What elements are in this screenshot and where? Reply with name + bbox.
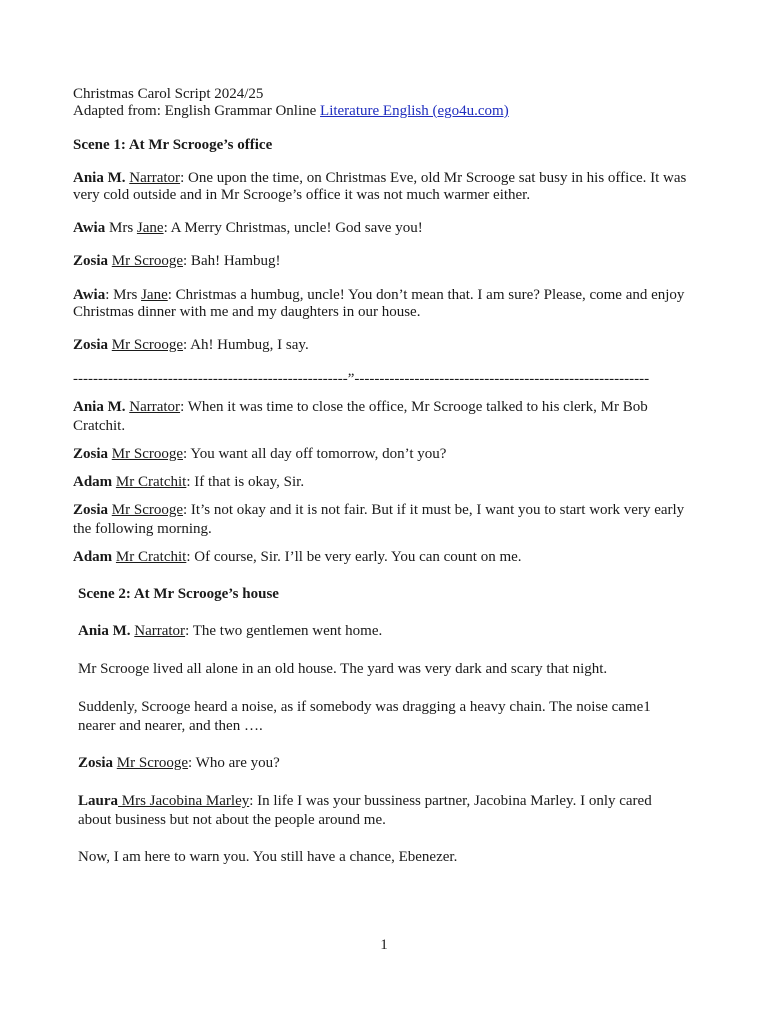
script-line	[73, 446, 688, 463]
role-name: Mr Cratchit	[115, 549, 187, 565]
role-name: Narrator	[134, 623, 186, 639]
script-line	[78, 792, 688, 830]
page-number: 1	[380, 937, 388, 953]
script-line	[73, 474, 688, 491]
actor-name: Zosia	[73, 502, 109, 518]
separator: Mrs	[105, 220, 137, 236]
actor-name: Ania M.	[78, 623, 131, 639]
role-name: Mrs Jacobina Marley	[118, 793, 250, 809]
dialogue-text: : One upon the time, on Christmas Eve, old Mr Scrooge sat busy in his office. It was very cold outside and in Mr Scrooge’s office it was not much warmer either.	[73, 170, 687, 203]
role-name: Jane	[136, 220, 164, 236]
dialogue-text: : Who are you?	[188, 755, 280, 771]
section-divider: -------------------------------------------------------”-----------------------------------------------------------	[73, 371, 650, 387]
actor-name: Ania M.	[73, 399, 126, 415]
actor-name: Adam	[73, 549, 113, 565]
dialogue-text: : Bah! Hambug!	[183, 253, 281, 269]
dialogue-text: : A Merry Christmas, uncle! God save you!	[163, 220, 423, 236]
narration-paragraph: Mr Scrooge lived all alone in an old house. The yard was very dark and scary that night.	[78, 661, 608, 677]
role-name: Mr Scrooge	[111, 446, 184, 462]
script-line	[78, 623, 688, 640]
script-line	[73, 170, 688, 204]
dialogue-text: : When it was time to close the office, Mr Scrooge talked to his clerk, Mr Bob Cratchit.	[73, 399, 648, 434]
actor-name: Zosia	[73, 446, 109, 462]
scene1-heading-text: Scene 1: At Mr Scrooge’s office	[73, 137, 273, 153]
adapted-prefix: Adapted from: English Grammar Online	[73, 103, 321, 119]
narration-paragraph: Suddenly, Scrooge heard a noise, as if somebody was dragging a heavy chain. The noise came1 nearer and nearer, and then ….	[78, 699, 651, 734]
actor-name: Zosia	[78, 755, 114, 771]
role-name: Mr Scrooge	[116, 755, 189, 771]
source-link[interactable]: Literature English (ego4u.com)	[320, 103, 509, 119]
script-line	[73, 253, 688, 270]
actor-name: Zosia	[73, 253, 109, 269]
actor-name: Adam	[73, 474, 113, 490]
script-line	[73, 287, 688, 321]
title-text: Christmas Carol Script 2024/25	[73, 86, 264, 102]
role-name: Mr Scrooge	[111, 502, 184, 518]
role-name: Jane	[141, 287, 168, 303]
role-name: Mr Scrooge	[111, 337, 184, 353]
dialogue-text: : Of course, Sir. I’ll be very early. You can count on me.	[186, 549, 522, 565]
narration-paragraph: Now, I am here to warn you. You still have a chance, Ebenezer.	[78, 849, 458, 865]
dialogue-text: : Ah! Humbug, I say.	[183, 337, 309, 353]
separator: : Mrs	[105, 287, 142, 303]
script-line	[73, 337, 688, 354]
actor-name: Awia	[73, 220, 106, 236]
script-line	[78, 755, 688, 772]
scene2-heading	[78, 586, 688, 603]
dialogue-text: : Christmas a humbug, uncle! You don’t mean that. I am sure? Please, come and enjoy Christmas dinner with me and my daughters in our house.	[73, 287, 685, 320]
dialogue-text: : In life I was your bussiness partner, Jacobina Marley. I only cared about business but not about the people around me.	[78, 793, 652, 828]
dialogue-text: : It’s not okay and it is not fair. But if it must be, I want you to start work very early the following morning.	[73, 502, 685, 537]
dialogue-text: : If that is okay, Sir.	[186, 474, 305, 490]
actor-name: Awia	[73, 287, 106, 303]
dialogue-text: : The two gentlemen went home.	[185, 623, 383, 639]
script-line	[73, 398, 688, 436]
actor-name: Zosia	[73, 337, 109, 353]
actor-name: Ania M.	[73, 170, 126, 186]
role-name: Mr Scrooge	[111, 253, 184, 269]
scene2-heading-text: Scene 2: At Mr Scrooge’s house	[78, 586, 279, 602]
actor-name: Laura	[78, 793, 119, 809]
dialogue-text: : You want all day off tomorrow, don’t you?	[183, 446, 447, 462]
script-line	[73, 549, 688, 566]
script-line	[73, 501, 688, 539]
document-title	[73, 86, 688, 103]
role-name: Mr Cratchit	[115, 474, 187, 490]
scene1-heading	[73, 137, 688, 154]
script-line	[73, 220, 688, 237]
role-name: Narrator	[129, 399, 181, 415]
adapted-from-line	[73, 103, 688, 120]
role-name: Narrator	[129, 170, 181, 186]
